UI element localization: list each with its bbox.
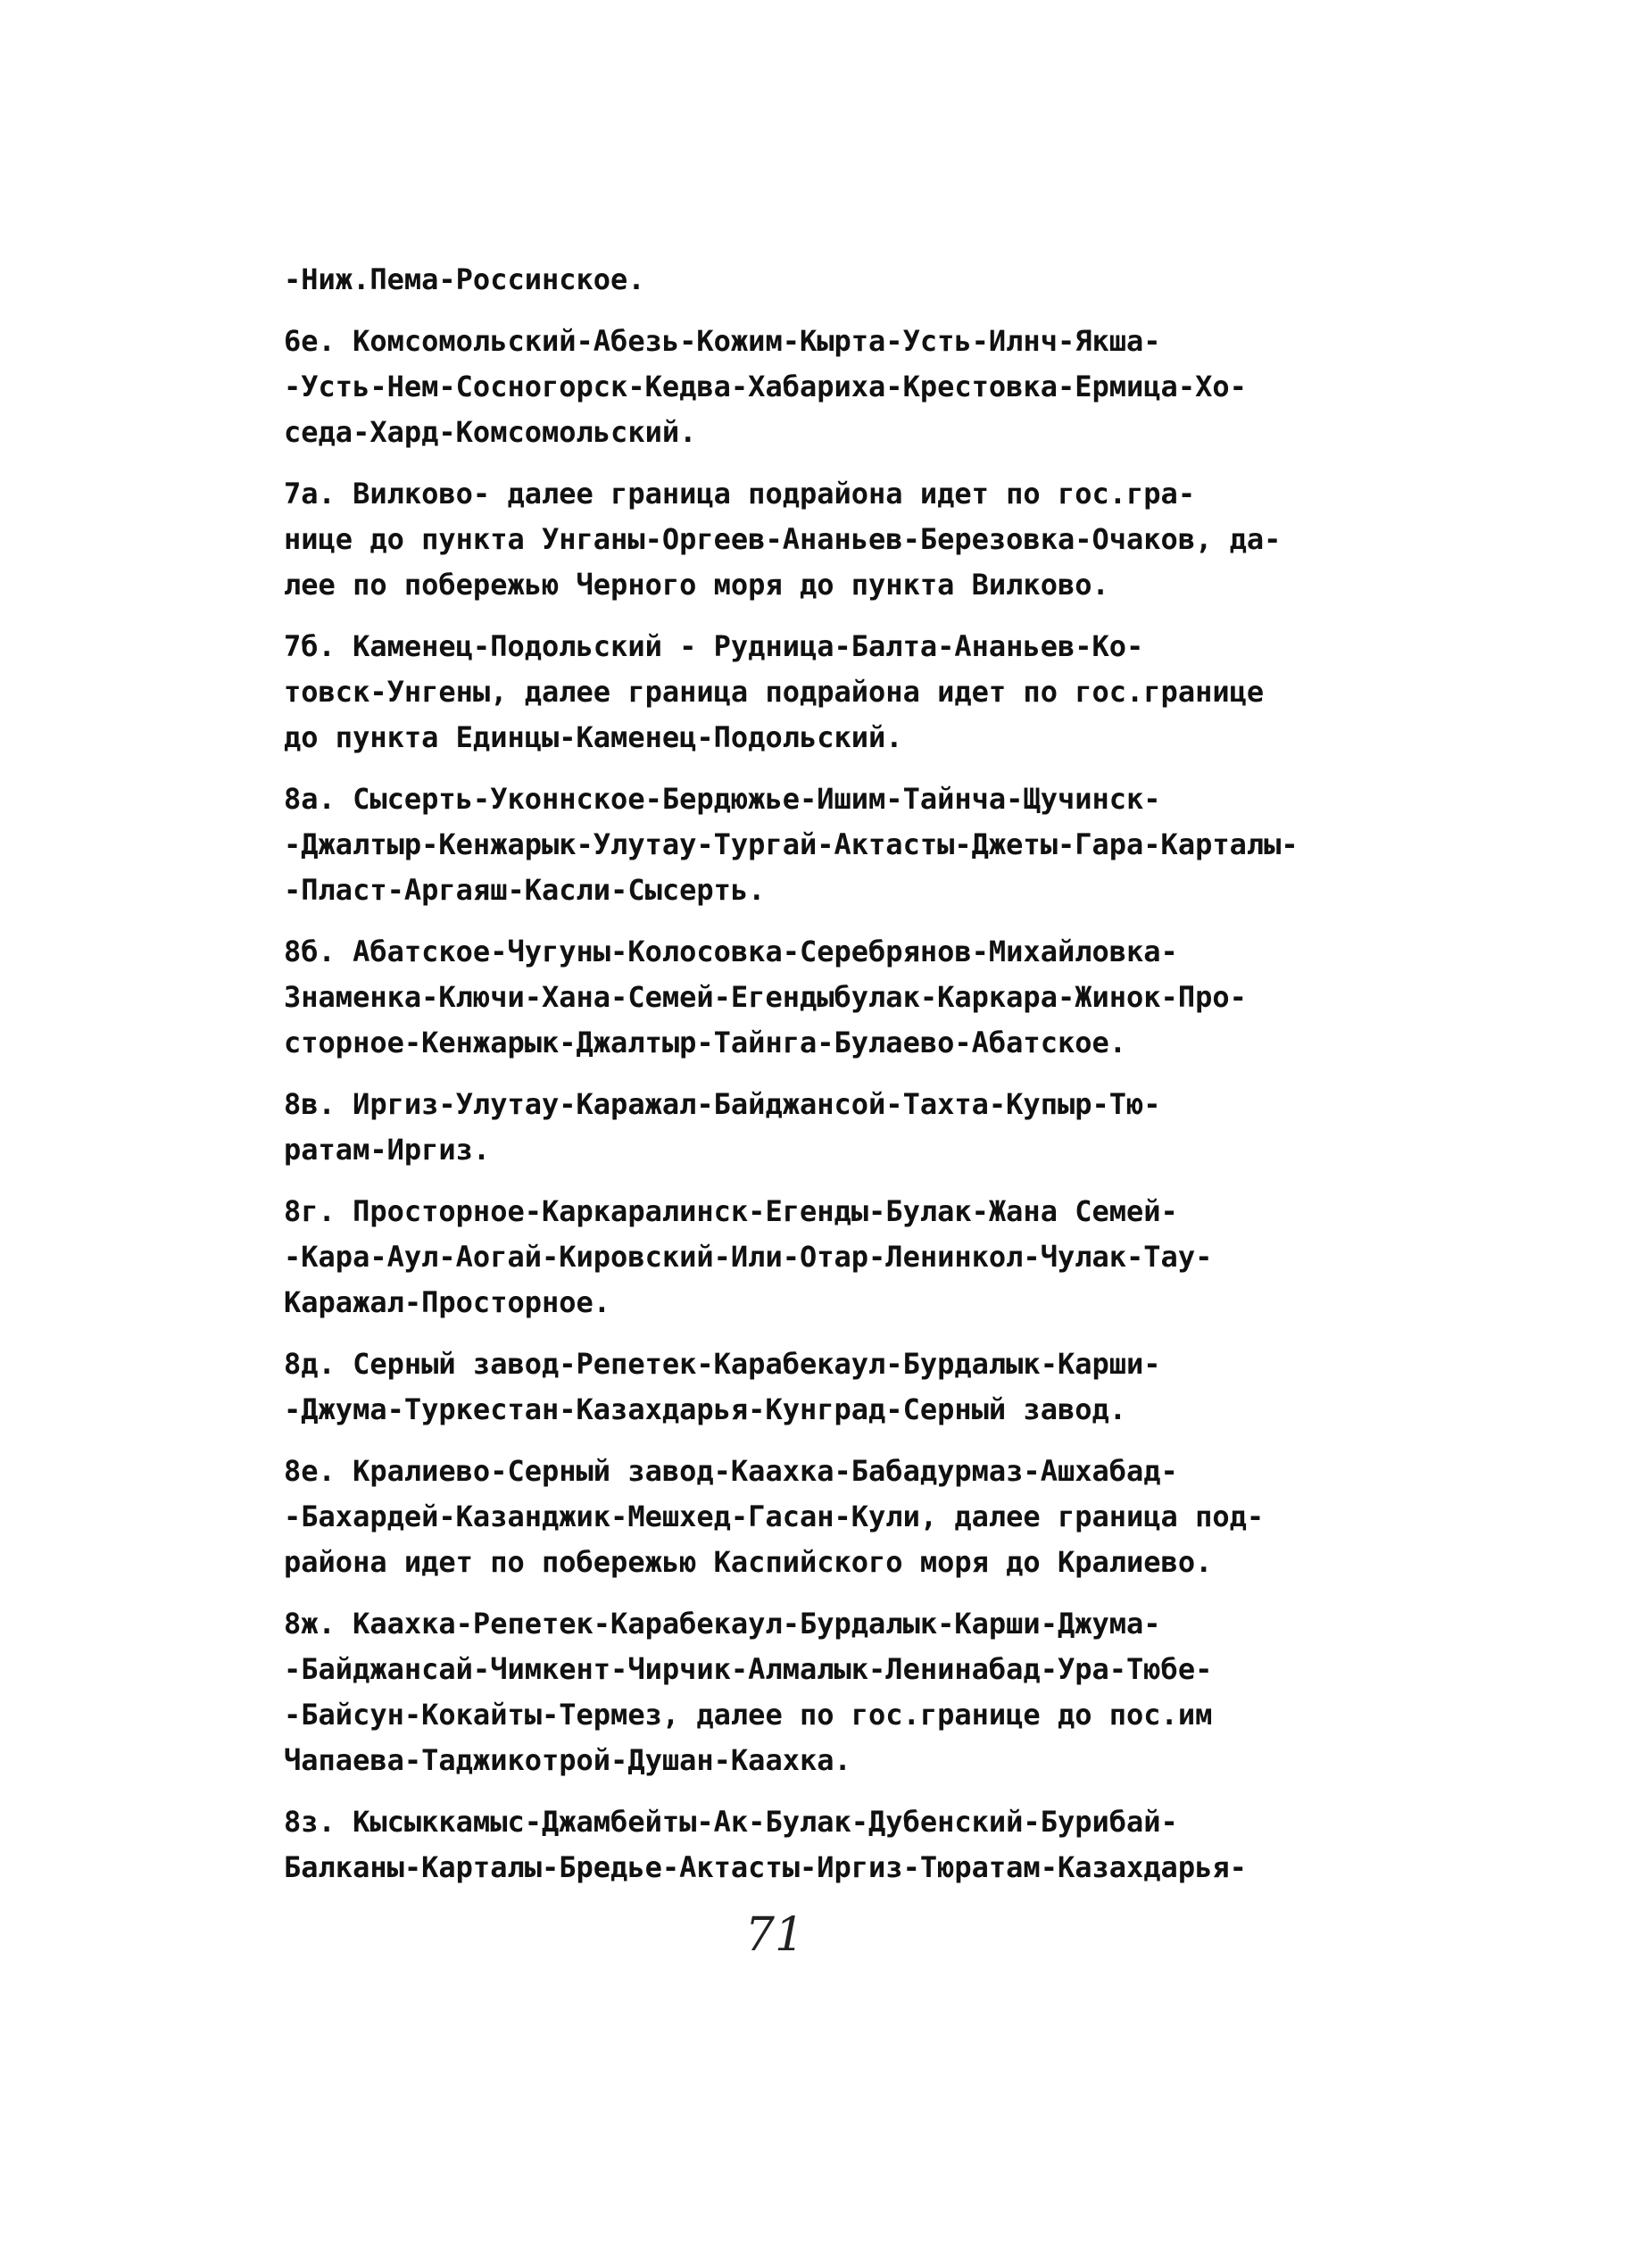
text-line: -Пласт-Аргаяш-Касли-Сысерть. [284, 873, 766, 907]
paragraph-gap [284, 1173, 1364, 1189]
paragraph-gap [284, 1433, 1364, 1449]
text-line: товск-Унгены, далее граница подрайона идет по гос.границе [284, 675, 1265, 709]
text-line: 8г. Просторное-Каркаралинск-Егенды-Булак-Жана Семей- [284, 1194, 1178, 1228]
text-line: района идет по побережью Каспийского моря до Кралиево. [284, 1545, 1213, 1579]
paragraph-gap [284, 608, 1364, 624]
text-line: -Ниж.Пема-Россинское. [284, 262, 645, 296]
text-line: Каражал-Просторное. [284, 1285, 611, 1319]
text-line: 6е. Комсомольский-Абезь-Кожим-Кырта-Усть-Илнч-Якша- [284, 324, 1161, 358]
text-line: сторное-Кенжарык-Джалтыр-Тайнга-Булаево-Абатское. [284, 1026, 1127, 1059]
text-line: -Байджансай-Чимкент-Чирчик-Алмалык-Ленинабад-Ура-Тюбе- [284, 1652, 1213, 1686]
text-line: 7б. Каменец-Подольский - Рудница-Балта-Ананьев-Ко- [284, 629, 1144, 663]
text-line: 8ж. Каахка-Репетек-Карабекаул-Бурдалык-Карши-Джума- [284, 1607, 1161, 1641]
paragraph-gap [284, 455, 1364, 471]
text-line: нице до пункта Унганы-Оргеев-Ананьев-Березовка-Очаков, да- [284, 522, 1282, 556]
text-line: Балканы-Карталы-Бредье-Актасты-Иргиз-Тюратам-Казахдарья- [284, 1850, 1247, 1884]
text-line: -Бахардей-Казанджик-Мешхед-Гасан-Кули, далее граница под- [284, 1500, 1265, 1533]
text-line: -Усть-Нем-Сосногорск-Кедва-Хабариха-Крестовка-Ермица-Хо- [284, 370, 1247, 403]
text-line: -Джалтыр-Кенжарык-Улутау-Тургай-Актасты-Джеты-Гара-Карталы- [284, 827, 1299, 861]
paragraph-gap [284, 913, 1364, 929]
text-line: 8з. Кысыккамыс-Джамбейты-Ак-Булак-Дубенский-Бурибай- [284, 1805, 1178, 1839]
text-line: ратам-Иргиз. [284, 1133, 491, 1167]
text-line: -Джума-Туркестан-Казахдарья-Кунград-Серный завод. [284, 1392, 1127, 1426]
paragraph-gap [284, 1783, 1364, 1799]
paragraph-gap [284, 1585, 1364, 1601]
text-line: лее по побережью Черного моря до пункта Вилково. [284, 568, 1109, 602]
document-body [284, 257, 1364, 1890]
paragraph-gap [284, 303, 1364, 319]
text-line: 8а. Сысерть-Уконнское-Бердюжье-Ишим-Тайнча-Щучинск- [284, 782, 1161, 816]
paragraph-gap [284, 760, 1364, 777]
text-line: 8д. Серный завод-Репетек-Карабекаул-Бурдалык-Карши- [284, 1347, 1161, 1381]
text-line: Чапаева-Таджикотрой-Душан-Каахка. [284, 1743, 851, 1777]
paragraph-gap [284, 1325, 1364, 1342]
page-number: 71 [744, 1908, 805, 1962]
text-line: седа-Хард-Комсомольский. [284, 415, 697, 449]
text-line: 7а. Вилково- далее граница подрайона идет по гос.гра- [284, 477, 1196, 511]
paragraph-gap [284, 1066, 1364, 1082]
text-line: до пункта Единцы-Каменец-Подольский. [284, 720, 903, 754]
text-line: -Байсун-Кокайты-Термез, далее по гос.границе до пос.им [284, 1698, 1213, 1732]
text-line: 8в. Иргиз-Улутау-Каражал-Байджансой-Тахта-Купыр-Тю- [284, 1087, 1161, 1121]
text-line: Знаменка-Ключи-Хана-Семей-Егендыбулак-Каркара-Жинок-Про- [284, 980, 1247, 1014]
text-line: 8е. Кралиево-Серный завод-Каахка-Бабадурмаз-Ашхабад- [284, 1454, 1178, 1488]
text-line: 8б. Абатское-Чугуны-Колосовка-Серебрянов-Михайловка- [284, 935, 1178, 968]
text-line: -Кара-Аул-Аогай-Кировский-Или-Отар-Ленинкол-Чулак-Тау- [284, 1240, 1213, 1274]
